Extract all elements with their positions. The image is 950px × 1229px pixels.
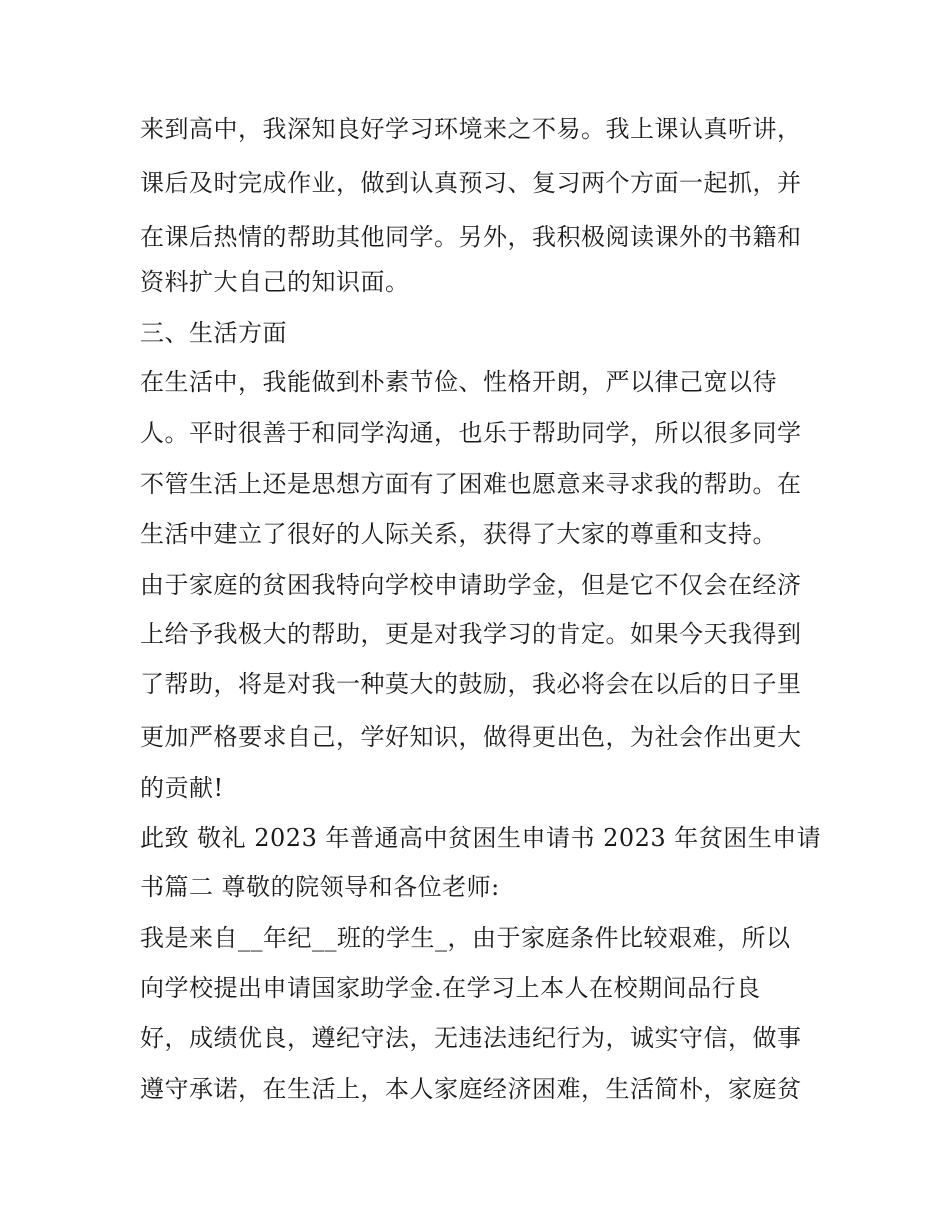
paragraph-line: 更加严格要求自己，学好知识，做得更出色，为社会作出更大: [140, 723, 802, 751]
paragraph-line: 好，成绩优良，遵纪守法，无违法违纪行为，诚实守信，做事: [140, 1024, 802, 1052]
paragraph-line: 了帮助，将是对我一种莫大的鼓励，我必将会在以后的日子里: [140, 670, 802, 698]
paragraph-line: 不管生活上还是思想方面有了困难也愿意来寻求我的帮助。在: [140, 470, 802, 498]
paragraph-line: 此致 敬礼 2023 年普通高中贫困生申请书 2023 年贫困生申请: [140, 824, 822, 852]
paragraph-line: 书篇二 尊敬的院领导和各位老师:: [140, 873, 500, 901]
paragraph-line: 上给予我极大的帮助，更是对我学习的肯定。如果今天我得到: [140, 620, 802, 648]
paragraph-line: 人。平时很善于和同学沟通，也乐于帮助同学，所以很多同学: [140, 419, 802, 447]
paragraph-line: 资料扩大自己的知识面。: [140, 268, 410, 296]
paragraph-line: 我是来自__年纪__班的学生_，由于家庭条件比较艰难，所以: [140, 924, 791, 952]
paragraph-line: 向学校提出申请国家助学金.在学习上本人在校期间品行良: [140, 974, 761, 1002]
paragraph-line: 在课后热情的帮助其他同学。另外，我积极阅读课外的书籍和: [140, 223, 802, 251]
paragraph-line: 在生活中，我能做到朴素节俭、性格开朗，严以律己宽以待: [140, 368, 777, 396]
paragraph-line: 的贡献!: [140, 774, 224, 802]
paragraph-line: 遵守承诺，在生活上，本人家庭经济困难，生活简朴，家庭贫: [140, 1075, 802, 1103]
paragraph-line: 生活中建立了很好的人际关系，获得了大家的尊重和支持。: [140, 520, 777, 548]
paragraph-line: 课后及时完成作业，做到认真预习、复习两个方面一起抓，并: [140, 169, 802, 197]
paragraph-line: 由于家庭的贫困我特向学校申请助学金，但是它不仅会在经济: [140, 571, 802, 599]
section-heading: 三、生活方面: [140, 319, 287, 347]
paragraph-line: 来到高中，我深知良好学习环境来之不易。我上课认真听讲，: [140, 115, 802, 143]
